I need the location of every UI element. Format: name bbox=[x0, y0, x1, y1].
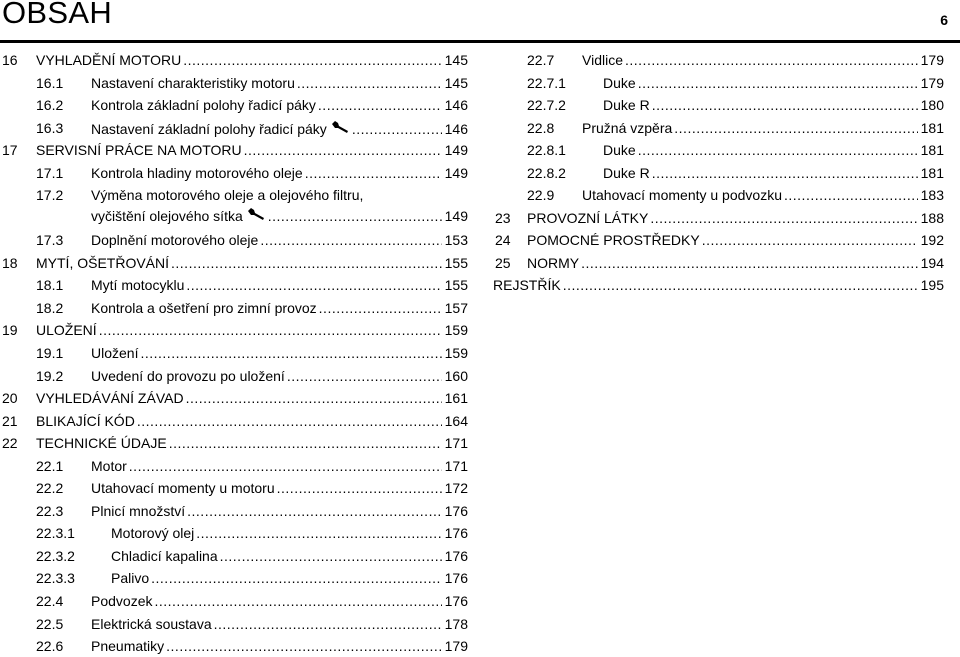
toc-entry-title: Doplnění motorového oleje bbox=[91, 232, 259, 249]
dot-leader bbox=[99, 322, 442, 338]
dot-leader bbox=[186, 390, 442, 406]
toc-entry-page: 153 bbox=[444, 232, 468, 249]
dot-leader bbox=[625, 52, 918, 68]
toc-entry-title: Pneumatiky bbox=[91, 638, 165, 655]
dot-leader bbox=[140, 345, 441, 361]
toc-entry-title: Mytí motocyklu bbox=[91, 277, 185, 294]
dot-leader bbox=[287, 368, 442, 384]
toc-entry[interactable] bbox=[493, 116, 944, 139]
toc-entry[interactable] bbox=[493, 93, 944, 116]
toc-entry[interactable] bbox=[0, 228, 468, 251]
toc-entry-page: 157 bbox=[444, 299, 468, 316]
toc-entry[interactable] bbox=[0, 93, 468, 116]
dot-leader bbox=[352, 121, 442, 137]
toc-entry-page: 179 bbox=[920, 74, 944, 91]
dot-leader bbox=[166, 638, 441, 654]
toc-entry-title: MYTÍ, OŠETŘOVÁNÍ bbox=[36, 254, 170, 271]
toc-entry-title: SERVISNÍ PRÁCE NA MOTORU bbox=[36, 142, 242, 159]
toc-entry[interactable] bbox=[0, 409, 468, 432]
dot-leader bbox=[137, 413, 442, 429]
toc-entry-title: ULOŽENÍ bbox=[36, 322, 97, 339]
toc-entry-number: 22.8.1 bbox=[527, 142, 566, 159]
toc-entry-title: Motorový olej bbox=[111, 525, 195, 542]
toc-entry-page: 155 bbox=[444, 254, 468, 271]
toc-entry[interactable] bbox=[0, 364, 468, 387]
header-divider bbox=[0, 40, 960, 43]
toc-entry-number: 18.1 bbox=[36, 277, 64, 294]
toc-entry-page: 146 bbox=[444, 120, 468, 137]
toc-entry-page: 149 bbox=[444, 142, 468, 159]
dot-leader bbox=[268, 208, 442, 224]
toc-entry-number: 22.4 bbox=[36, 593, 64, 610]
dot-leader bbox=[318, 97, 442, 113]
dot-leader bbox=[187, 503, 442, 519]
toc-entry-title: Uvedení do provozu po uložení bbox=[91, 367, 285, 384]
toc-entry[interactable] bbox=[0, 296, 468, 319]
wrench-icon bbox=[331, 120, 350, 137]
toc-entry-title: Duke bbox=[603, 74, 636, 91]
dot-leader bbox=[674, 120, 917, 136]
toc-entry-page: 159 bbox=[444, 322, 468, 339]
toc-entry[interactable] bbox=[0, 544, 468, 567]
dot-leader bbox=[220, 548, 442, 564]
toc-entry-title: Podvozek bbox=[91, 593, 153, 610]
toc-entry-number: 16.1 bbox=[36, 74, 64, 91]
toc-entry-page: 194 bbox=[920, 254, 944, 271]
toc-entry-title: Výměna motorového oleje a olejového filtru, bbox=[91, 187, 364, 204]
toc-entry-title: Vidlice bbox=[582, 52, 623, 68]
toc-entry-number: 22.1 bbox=[36, 457, 64, 474]
toc-entry-page: 155 bbox=[444, 277, 468, 294]
page-title: OBSAH bbox=[2, 0, 113, 30]
toc-entry-page: 176 bbox=[444, 570, 468, 587]
toc-entry-title: PROVOZNÍ LÁTKY bbox=[527, 209, 649, 226]
toc-entry-page: 188 bbox=[920, 209, 944, 226]
dot-leader bbox=[277, 480, 442, 496]
dot-leader bbox=[563, 277, 918, 293]
dot-leader bbox=[652, 97, 918, 113]
toc-entry-page: 180 bbox=[920, 97, 944, 114]
toc-entry-page: 179 bbox=[444, 638, 468, 655]
dot-leader bbox=[297, 75, 442, 91]
page-number: 6 bbox=[940, 12, 948, 28]
toc-entry-page: 171 bbox=[444, 457, 468, 474]
dot-leader bbox=[186, 277, 441, 293]
toc-entry-title: Pružná vzpěra bbox=[582, 119, 673, 136]
toc-entry-page: 164 bbox=[444, 412, 468, 429]
dot-leader bbox=[638, 75, 918, 91]
toc-entry-number: 22.8.2 bbox=[527, 164, 566, 181]
toc-entry-number: 22.7 bbox=[527, 52, 555, 68]
toc-entry[interactable] bbox=[0, 431, 468, 454]
toc-entry-title: Kontrola hladiny motorového oleje bbox=[91, 164, 303, 181]
dot-leader bbox=[638, 142, 918, 158]
dot-leader bbox=[171, 255, 442, 271]
toc-entry[interactable] bbox=[493, 71, 944, 94]
toc-entry[interactable] bbox=[0, 138, 468, 161]
toc-entry-number: 22.7.1 bbox=[527, 74, 566, 91]
toc-entry-number: 22.3.3 bbox=[36, 570, 75, 587]
toc-entry-number: 17.3 bbox=[36, 232, 64, 249]
toc-entry-title: Plnicí množství bbox=[91, 502, 186, 519]
toc-entry-number: 17.1 bbox=[36, 164, 64, 181]
dot-leader bbox=[244, 142, 442, 158]
toc-entry-page: 176 bbox=[444, 525, 468, 542]
toc-entry[interactable] bbox=[493, 206, 944, 229]
toc-entry-number: 22.5 bbox=[36, 615, 64, 632]
dot-leader bbox=[169, 435, 442, 451]
toc-entry-title: TECHNICKÉ ÚDAJE bbox=[36, 435, 167, 452]
toc-entry-title: Nastavení základní polohy řadicí páky bbox=[91, 120, 327, 137]
toc-entry-page: 176 bbox=[444, 547, 468, 564]
toc-entry[interactable] bbox=[0, 386, 468, 409]
toc-entry[interactable] bbox=[493, 273, 944, 296]
toc-entry-title: Duke bbox=[603, 142, 636, 159]
toc-entry-number: 16 bbox=[2, 52, 18, 68]
toc-entry[interactable] bbox=[0, 71, 468, 94]
toc-entry[interactable] bbox=[0, 589, 468, 612]
toc-entry-number: 19.1 bbox=[36, 345, 64, 362]
toc-entry-number: 23 bbox=[495, 209, 511, 226]
toc-entry-page: 183 bbox=[920, 187, 944, 204]
toc-entry-number: 22.3 bbox=[36, 502, 64, 519]
toc-entry-page: 176 bbox=[444, 593, 468, 610]
toc-entry-number: 25 bbox=[495, 254, 511, 271]
toc-entry-number: 18.2 bbox=[36, 299, 64, 316]
toc-entry-title: Kontrola a ošetření pro zimní provoz bbox=[91, 299, 317, 316]
dot-leader bbox=[784, 187, 918, 203]
toc-entry-title: Duke R bbox=[603, 164, 650, 181]
toc-entry-number: 22.2 bbox=[36, 480, 64, 497]
toc-entry-title: POMOCNÉ PROSTŘEDKY bbox=[527, 232, 700, 249]
toc-entry-page: 149 bbox=[444, 164, 468, 181]
toc-entry-title: REJSTŘÍK bbox=[493, 277, 561, 294]
dot-leader bbox=[581, 255, 918, 271]
dot-leader bbox=[319, 300, 442, 316]
toc-entry-number: 22.3.2 bbox=[36, 547, 75, 564]
toc-entry-title: Nastavení charakteristiky motoru bbox=[91, 74, 295, 91]
toc-entry[interactable] bbox=[0, 634, 468, 657]
dot-leader bbox=[652, 165, 918, 181]
toc-entry-number: 22.3.1 bbox=[36, 525, 75, 542]
toc-entry-title: Utahovací momenty u motoru bbox=[91, 480, 275, 497]
toc-entry-page: 192 bbox=[920, 232, 944, 249]
toc-entry-number: 20 bbox=[2, 390, 18, 407]
toc-entry[interactable] bbox=[493, 48, 944, 71]
dot-leader bbox=[196, 525, 441, 541]
toc-entry[interactable] bbox=[0, 341, 468, 364]
toc-entry-number: 17 bbox=[2, 142, 18, 159]
toc-entry-title: VYHLADĚNÍ MOTORU bbox=[36, 52, 182, 68]
wrench-icon bbox=[247, 207, 266, 224]
dot-leader bbox=[260, 232, 441, 248]
toc-entry-page: 176 bbox=[444, 502, 468, 519]
toc-entry[interactable] bbox=[493, 228, 944, 251]
dot-leader bbox=[183, 52, 441, 68]
toc-entry[interactable] bbox=[0, 116, 468, 139]
toc-entry[interactable] bbox=[0, 318, 468, 341]
toc-entry-number: 21 bbox=[2, 412, 18, 429]
toc-entry-title: Kontrola základní polohy řadicí páky bbox=[91, 97, 316, 114]
toc-entry[interactable] bbox=[0, 273, 468, 296]
toc-entry[interactable] bbox=[0, 521, 468, 544]
toc-entry-number: 19 bbox=[2, 322, 18, 339]
toc-entry[interactable] bbox=[0, 454, 468, 477]
toc-entry-page: 181 bbox=[920, 142, 944, 159]
toc-entry-title: Chladicí kapalina bbox=[111, 547, 218, 564]
toc-entry[interactable] bbox=[0, 566, 468, 589]
toc-entry-title: NORMY bbox=[527, 254, 580, 271]
toc-entry-title: Duke R bbox=[603, 97, 650, 114]
toc-entry-number: 24 bbox=[495, 232, 511, 249]
toc-entry[interactable] bbox=[0, 499, 468, 522]
toc-entry-number: 16.3 bbox=[36, 119, 64, 136]
toc-entry-number: 16.2 bbox=[36, 97, 64, 114]
toc-entry-page: 181 bbox=[920, 119, 944, 136]
dot-leader bbox=[650, 210, 917, 226]
toc-entry-page: 195 bbox=[920, 277, 944, 294]
toc-entry[interactable] bbox=[493, 183, 944, 206]
toc-entry-page: 145 bbox=[444, 52, 468, 68]
dot-leader bbox=[129, 458, 442, 474]
toc-entry-page: 181 bbox=[920, 164, 944, 181]
toc-entry-page: 172 bbox=[444, 480, 468, 497]
toc-left-column bbox=[0, 48, 468, 657]
toc-entry-number: 19.2 bbox=[36, 367, 64, 384]
toc-entry-page: 178 bbox=[444, 615, 468, 632]
toc-entry-number: 22.6 bbox=[36, 638, 64, 655]
toc-entry-number: 22.9 bbox=[527, 187, 555, 204]
toc-entry-page: 161 bbox=[444, 390, 468, 407]
toc-entry-title: Elektrická soustava bbox=[91, 615, 212, 632]
toc-entry-title: BLIKAJÍCÍ KÓD bbox=[36, 412, 135, 429]
toc-entry[interactable] bbox=[0, 161, 468, 184]
toc-entry[interactable] bbox=[0, 48, 468, 71]
toc-entry-title: Palivo bbox=[111, 570, 150, 587]
toc-entry-page: 159 bbox=[444, 345, 468, 362]
toc-entry[interactable] bbox=[493, 161, 944, 184]
toc-entry-title: VYHLEDÁVÁNÍ ZÁVAD bbox=[36, 390, 184, 407]
toc-entry-number: 22 bbox=[2, 435, 18, 452]
toc-entry-page: 160 bbox=[444, 367, 468, 384]
toc-entry-number: 18 bbox=[2, 254, 18, 271]
dot-leader bbox=[305, 165, 442, 181]
toc-entry-number: 17.2 bbox=[36, 187, 64, 204]
toc-entry[interactable] bbox=[0, 251, 468, 274]
toc-entry[interactable] bbox=[0, 612, 468, 635]
toc-entry-title-continued: vyčištění olejového sítka bbox=[91, 208, 243, 225]
toc-entry[interactable] bbox=[493, 138, 944, 161]
dot-leader bbox=[154, 593, 441, 609]
dot-leader bbox=[151, 570, 442, 586]
toc-entry-page: 146 bbox=[444, 97, 468, 114]
toc-entry[interactable] bbox=[0, 476, 468, 499]
toc-entry-title: Motor bbox=[91, 457, 127, 474]
toc-entry-title: Utahovací momenty u podvozku bbox=[582, 187, 782, 204]
toc-entry-number: 22.8 bbox=[527, 119, 555, 136]
toc-right-column bbox=[493, 48, 944, 296]
dot-leader bbox=[214, 616, 442, 632]
toc-entry-page: 179 bbox=[920, 52, 944, 68]
dot-leader bbox=[702, 232, 918, 248]
toc-entry-title: Uložení bbox=[91, 345, 139, 362]
toc-entry[interactable] bbox=[493, 251, 944, 274]
toc-entry-page: 171 bbox=[444, 435, 468, 452]
toc-entry-page: 145 bbox=[444, 74, 468, 91]
toc-entry-number: 22.7.2 bbox=[527, 97, 566, 114]
toc-entry-page: 149 bbox=[444, 208, 468, 225]
toc-entry[interactable] bbox=[0, 183, 468, 228]
